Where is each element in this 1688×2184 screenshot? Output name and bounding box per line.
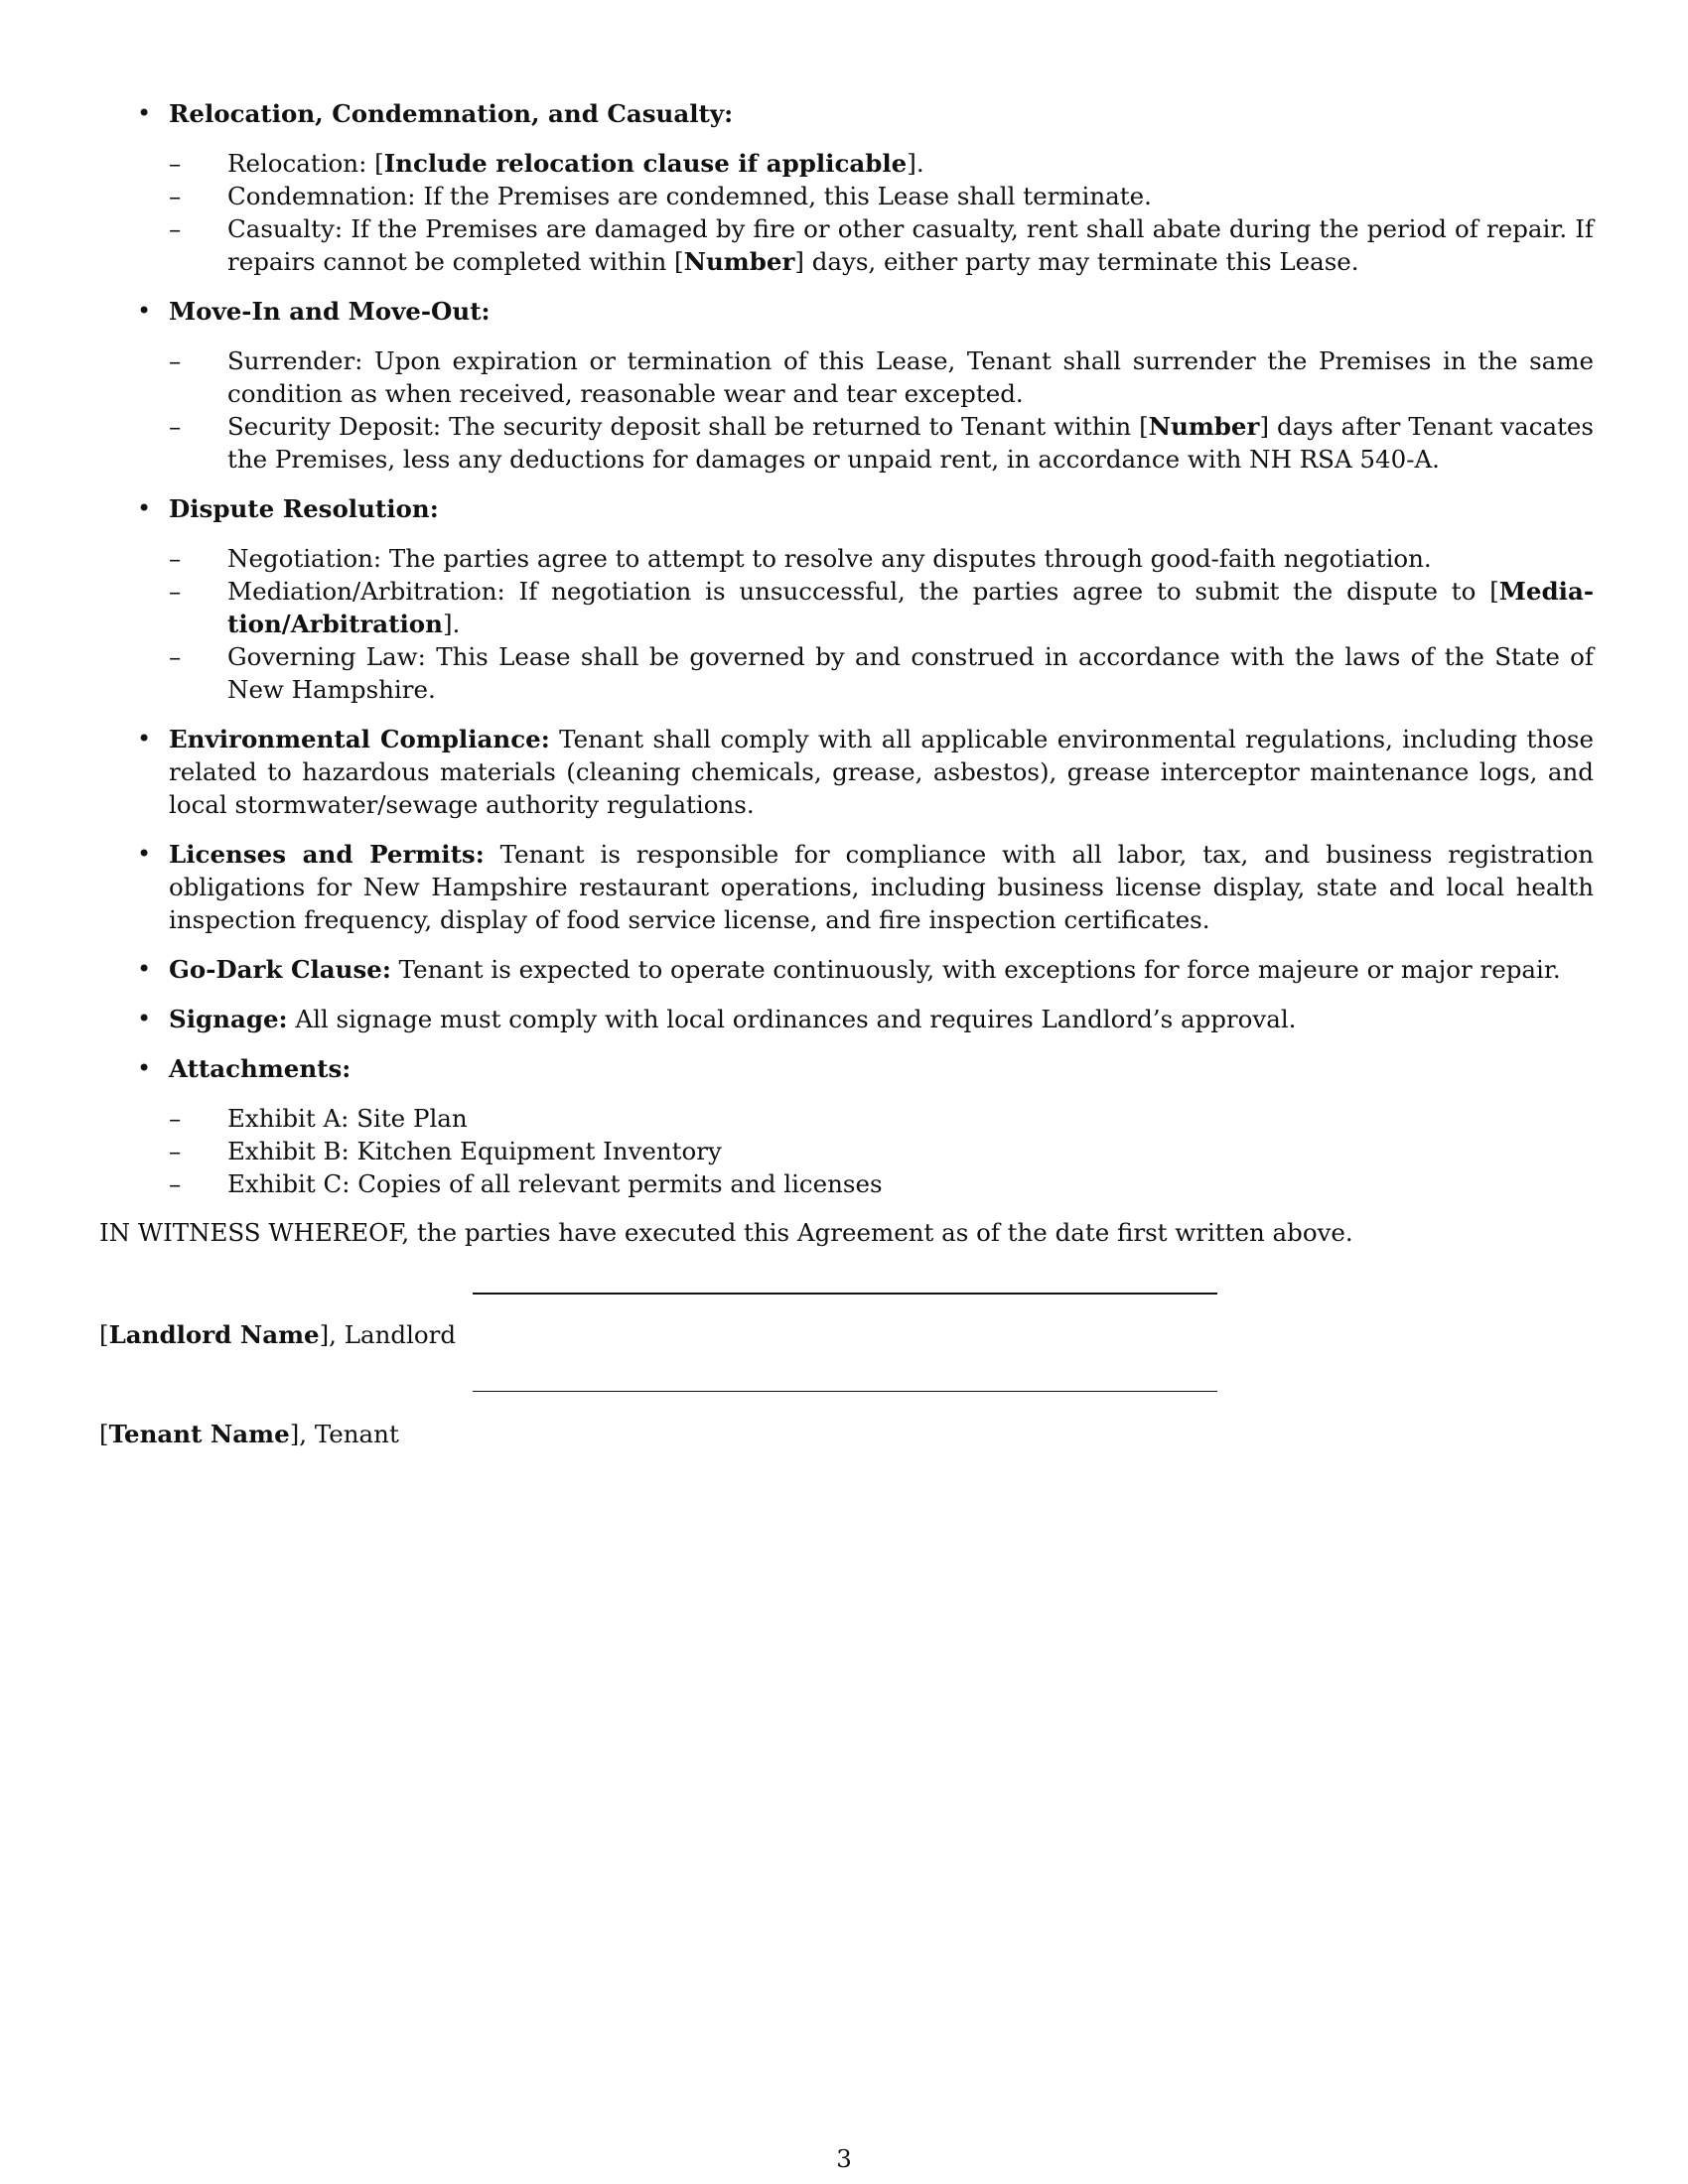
exhibit-item: – Exhibit B: Kitchen Equipment Inventory	[169, 1135, 1594, 1167]
clause-environmental: • Environmental Compliance: Tenant shall comply with all applicable environmental regulations, including those related to hazardous materials (cleaning chemicals, grease, asbestos), grease interceptor maintenance logs, and local stormwater/sewage authority regulations.	[99, 723, 1594, 821]
page-number: 3	[836, 2144, 852, 2173]
sub-list	[169, 1102, 1594, 1200]
clause-move	[99, 295, 1594, 476]
clause-heading: Dispute Resolution:	[169, 494, 439, 523]
clause-licenses: • Licenses and Permits: Tenant is responsible for compliance with all labor, tax, and business registration obligations for New Hampshire restaurant operations, including business license display, state and local health inspection frequency, display of food service license, and fire inspection certificates.	[99, 838, 1594, 936]
exhibit-item: – Exhibit A: Site Plan	[169, 1102, 1594, 1135]
sub-item-mediation: – Mediation/Arbitration: If negotiation is unsuccessful, the parties agree to submit the dispute to [Mediation/Arbitration].	[169, 575, 1594, 640]
witness-statement: IN WITNESS WHEREOF, the parties have executed this Agreement as of the date first written above.	[99, 1218, 1353, 1247]
clause-go-dark: • Go-Dark Clause: Tenant is expected to operate continuously, with exceptions for force majeure or major repair.	[99, 953, 1594, 986]
clause-heading: Attachments:	[169, 1054, 352, 1083]
sub-list	[169, 147, 1594, 278]
clause-heading: Relocation, Condemnation, and Casualty:	[169, 99, 734, 128]
sub-list	[169, 542, 1594, 706]
sub-item-casualty: – Casualty: If the Premises are damaged by fire or other casualty, rent shall abate during the period of repair. If repairs cannot be completed within [Number] days, either party may terminate this Lease.	[169, 212, 1594, 278]
sub-item-surrender: – Surrender: Upon expiration or termination of this Lease, Tenant shall surrender the Premises in the same condition as when received, reasonable wear and tear excepted.	[169, 344, 1594, 410]
clause-signage: • Signage: All signage must comply with local ordinances and requires Landlord’s approval.	[99, 1003, 1594, 1035]
sub-list	[169, 344, 1594, 476]
clause-list	[99, 97, 1594, 1200]
tenant-signature-name: [Tenant Name], Tenant	[99, 1420, 399, 1448]
clause-heading: Environmental Compliance:	[169, 725, 550, 753]
clause-heading: Move-In and Move-Out:	[169, 297, 491, 326]
sub-item-negotiation: – Negotiation: The parties agree to attempt to resolve any disputes through good-faith negotiation.	[169, 542, 1594, 575]
clause-attachments	[99, 1052, 1594, 1200]
document-body	[99, 97, 1594, 1249]
sub-item-governing-law: – Governing Law: This Lease shall be governed by and construed in accordance with the laws of the State of New Hampshire.	[169, 640, 1594, 706]
clause-heading: Licenses and Permits:	[169, 840, 485, 869]
clause-dispute	[99, 492, 1594, 706]
sub-item-relocation: – Relocation: [Include relocation clause if applicable].	[169, 147, 1594, 180]
sub-item-security-deposit: – Security Deposit: The security deposit shall be returned to Tenant within [Number] days after Tenant vacates the Premises, less any deductions for damages or unpaid rent, in accordance with NH RSA 540-A.	[169, 410, 1594, 476]
clause-heading: Go-Dark Clause:	[169, 955, 391, 984]
sub-item-condemnation: – Condemnation: If the Premises are condemned, this Lease shall terminate.	[169, 180, 1594, 212]
clause-heading: Signage:	[169, 1005, 288, 1033]
landlord-signature-line[interactable]	[473, 1293, 1217, 1295]
clause-relocation	[99, 97, 1594, 278]
landlord-signature-name: [Landlord Name], Landlord	[99, 1320, 457, 1349]
tenant-signature-line[interactable]	[473, 1391, 1217, 1392]
exhibit-item: – Exhibit C: Copies of all relevant permits and licenses	[169, 1167, 1594, 1200]
